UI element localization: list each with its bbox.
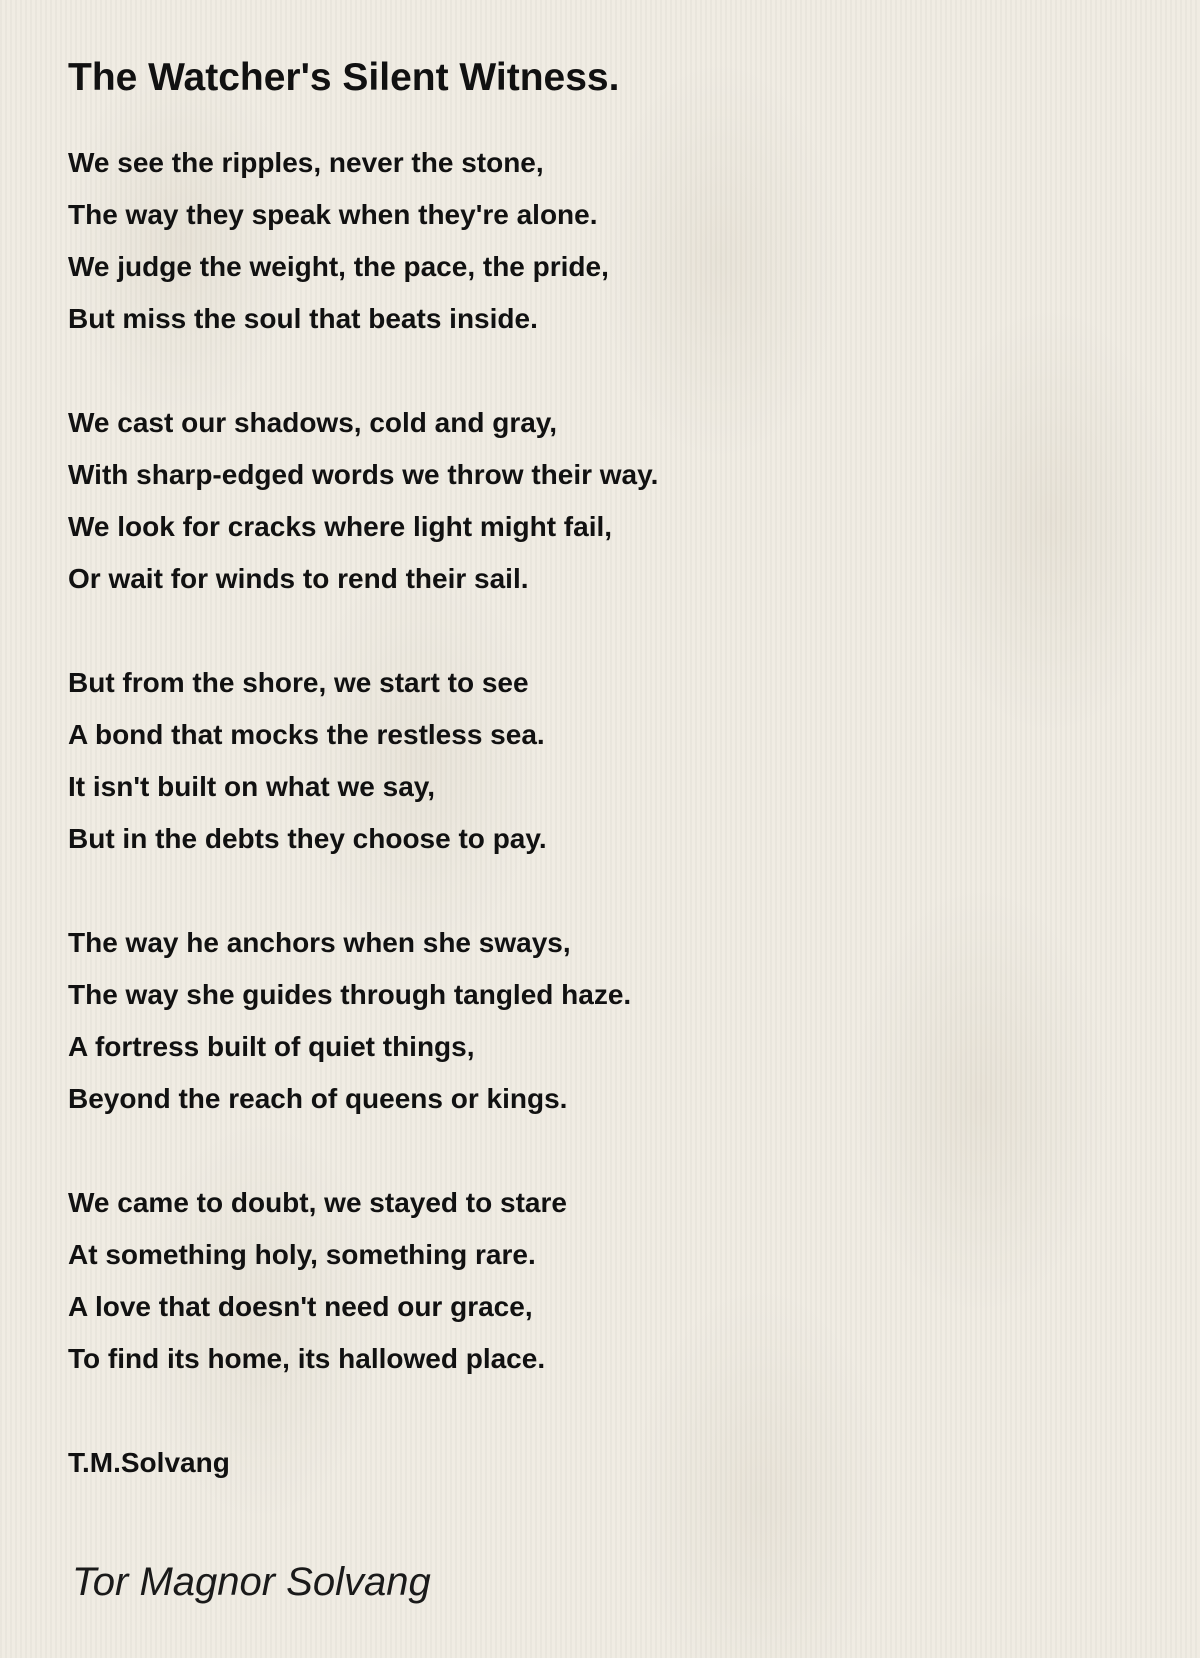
stanza xyxy=(68,1177,1128,1385)
poem-line: We judge the weight, the pace, the pride, xyxy=(68,251,609,282)
author-signature: Tor Magnor Solvang xyxy=(72,1560,431,1604)
poem-line: We see the ripples, never the stone, xyxy=(68,147,544,178)
poem-line: With sharp-edged words we throw their way. xyxy=(68,459,659,490)
poem-line: To find its home, its hallowed place. xyxy=(68,1343,546,1374)
poem-line: The way he anchors when she sways, xyxy=(68,927,571,958)
poem-line: Beyond the reach of queens or kings. xyxy=(68,1083,568,1114)
poem-line: But miss the soul that beats inside. xyxy=(68,303,538,334)
stanza xyxy=(68,137,1128,345)
poem-line: But from the shore, we start to see xyxy=(68,667,529,698)
poem-line: We look for cracks where light might fail, xyxy=(68,511,613,542)
poem-line: The way they speak when they're alone. xyxy=(68,199,598,230)
poem-line: A fortress built of quiet things, xyxy=(68,1031,475,1062)
poem-line: It isn't built on what we say, xyxy=(68,771,436,802)
poem-title: The Watcher's Silent Witness. xyxy=(68,56,620,99)
poem-line: We cast our shadows, cold and gray, xyxy=(68,407,558,438)
stanza xyxy=(68,917,1128,1125)
poem-line: Or wait for winds to rend their sail. xyxy=(68,563,529,594)
poem-line: A love that doesn't need our grace, xyxy=(68,1291,533,1322)
author-short-name: T.M.Solvang xyxy=(68,1447,230,1478)
poem-line: We came to doubt, we stayed to stare xyxy=(68,1187,567,1218)
poem-card xyxy=(68,46,1128,1489)
poem-line: But in the debts they choose to pay. xyxy=(68,823,547,854)
poem-line: At something holy, something rare. xyxy=(68,1239,536,1270)
poem-line: The way she guides through tangled haze. xyxy=(68,979,632,1010)
stanza xyxy=(68,657,1128,865)
stanza xyxy=(68,397,1128,605)
poem-body xyxy=(68,137,1128,1489)
poem-line: A bond that mocks the restless sea. xyxy=(68,719,545,750)
